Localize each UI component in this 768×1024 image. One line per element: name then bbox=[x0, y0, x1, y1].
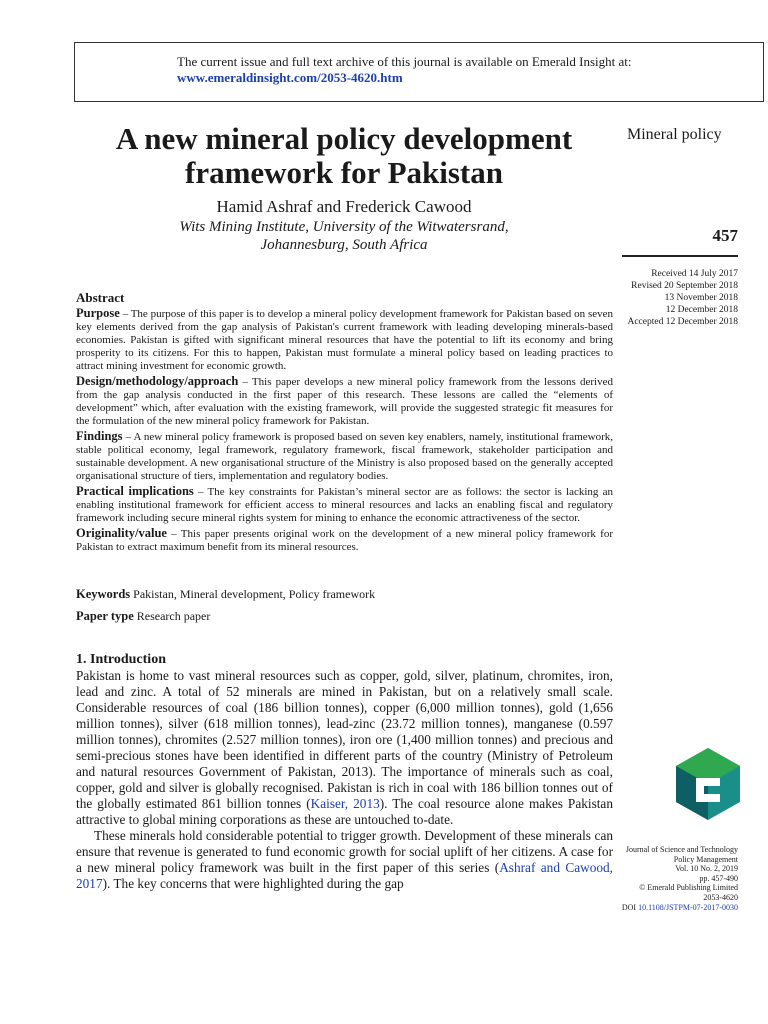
intro-paragraph-1 bbox=[76, 668, 613, 828]
practical-label: Practical implications bbox=[76, 484, 194, 498]
paper-type bbox=[76, 609, 210, 624]
originality-text: – This paper presents original work on the development of a new mineral policy framework for Pakistan to extract maximum benefit from its mineral resources. bbox=[76, 528, 613, 553]
doi-label: DOI bbox=[621, 902, 637, 912]
introduction-heading: 1. Introduction bbox=[76, 652, 166, 667]
notice-text: The current issue and full text archive of this journal is available on Emerald Insight at: bbox=[177, 54, 632, 69]
date-revised-3: 12 December 2018 bbox=[665, 305, 738, 315]
findings-text: – A new mineral policy framework is proposed based on seven key enablers, namely, institutional framework, stable political economy, legal framework, regulatory framework, fiscal framework, stakeholder participation and sustainable development. A new organisational structure of the Ministry is also proposed based on the generally accepted organisational structure of tiers, implementation and regulatory bodies. bbox=[76, 431, 613, 482]
practical-text: – The key constraints for Pakistan’s mineral sector are as follows: the sector is lacking an enabling institutional framework for efficient access to mineral resources and lacks an enabling fiscal and regulatory framework including secure mineral rights system for mining to enhance the economic attractiveness of the sector. bbox=[76, 486, 613, 524]
introduction-body bbox=[76, 668, 613, 892]
margin-divider bbox=[622, 255, 738, 257]
affiliation bbox=[74, 218, 614, 254]
date-accepted: Accepted 12 December 2018 bbox=[627, 317, 738, 327]
keywords bbox=[76, 587, 375, 602]
intro-p2-text-end: ). The key concerns that were highlighted during the gap bbox=[102, 876, 404, 891]
journal-volume: Vol. 10 No. 2, 2019 bbox=[675, 864, 738, 874]
journal-info bbox=[600, 845, 738, 912]
abstract-body bbox=[76, 307, 613, 556]
intro-p1-text: Pakistan is home to vast mineral resources such as copper, gold, silver, platinum, chromites, iron, lead and zinc. A total of 52 minerals are mined in Pakistan, but on a relatively small scale. Considerable resources of coal (186 billion tonnes), copper (6,000 million tonnes), gold (1,656 million tonnes), silver (618 million tonnes), lead-zinc (23.72 million tonnes), manganese (0.597 million tonnes), chromites (2.527 million tonnes), iron ore (1,400 million tonnes) and precious and semi-precious stones have been identified in different parts of the country (Ministry of Petroleum and natural resources Government of Pakistan, 2013). The importance of minerals such as coal, copper, gold and silver is globally recognised. Pakistan is rich in coal with 186 billion tonnes out of the globally estimated 861 billion tonnes ( bbox=[76, 668, 613, 811]
date-received: Received 14 July 2017 bbox=[651, 269, 738, 279]
purpose-text: – The purpose of this paper is to develop a mineral policy development framework for Pakistan based on seven key elements derived from the gap analysis of Pakistan's current framework with leading developing minerals-based economies. Pakistan is gifted with significant mineral resources that have the potential to lift its economy and bring prosperity to its citizens. For this to happen, Pakistan must formulate a mineral policy based on leading practices to attract mining investment for economic growth. bbox=[76, 308, 613, 372]
intro-paragraph-2 bbox=[76, 828, 613, 892]
journal-name-line-2: Policy Management bbox=[673, 854, 738, 864]
purpose-label: Purpose bbox=[76, 306, 120, 320]
date-revised: Revised 20 September 2018 bbox=[631, 281, 738, 291]
paper-type-text: Research paper bbox=[136, 609, 211, 623]
intro-p1-text-end: ). The coal resource alone makes Pakistan attractive to global mining corporations as these are untouched to-date. bbox=[76, 796, 613, 827]
citation-ashraf-cawood[interactable]: Ashraf and Cawood, 2017 bbox=[76, 860, 613, 891]
abstract-heading: Abstract bbox=[76, 290, 125, 305]
abstract-originality bbox=[76, 527, 613, 554]
article-title bbox=[74, 122, 614, 190]
submission-dates bbox=[600, 268, 738, 328]
journal-name-line-1: Journal of Science and Technology bbox=[625, 845, 738, 854]
title-line-2: framework for Pakistan bbox=[185, 155, 503, 190]
journal-url-link[interactable]: www.emeraldinsight.com/2053-4620.htm bbox=[177, 70, 403, 85]
doi-link[interactable]: 10.1108/JSTPM-07-2017-0030 bbox=[638, 902, 738, 912]
keywords-label: Keywords bbox=[76, 587, 131, 601]
affiliation-line-1: Wits Mining Institute, University of the Witwatersrand, bbox=[179, 219, 509, 235]
abstract-practical bbox=[76, 485, 613, 525]
publisher-logo-icon bbox=[676, 748, 740, 820]
abstract-purpose bbox=[76, 307, 613, 373]
citation-kaiser[interactable]: Kaiser, 2013 bbox=[310, 796, 380, 811]
originality-label: Originality/value bbox=[76, 526, 167, 540]
authors: Hamid Ashraf and Frederick Cawood bbox=[216, 197, 472, 216]
title-line-1: A new mineral policy development bbox=[115, 121, 573, 156]
abstract-design bbox=[76, 375, 613, 428]
design-text: – This paper develops a new mineral policy framework from the lessons derived from the gap analysis conducted in the first paper of this research. These lessons are called the “elements of development” which, after evaluation with the existing framework, will provide the suggested strategic fit measures for the formulation of the new mineral policy framework for Pakistan. bbox=[76, 376, 613, 427]
date-revised-2: 13 November 2018 bbox=[664, 293, 738, 303]
doi-line bbox=[600, 903, 738, 913]
keywords-text: Pakistan, Mineral development, Policy framework bbox=[133, 587, 376, 601]
affiliation-line-2: Johannesburg, South Africa bbox=[260, 237, 428, 253]
abstract-findings bbox=[76, 430, 613, 483]
running-head: Mineral policy bbox=[627, 126, 722, 143]
journal-publisher: © Emerald Publishing Limited bbox=[639, 883, 738, 893]
intro-p2-text: These minerals hold considerable potential to trigger growth. Development of these minerals can ensure that revenue is generated to fund economic growth for social uplift of her citizens. A case for a new mineral policy framework was built in the first paper of this series ( bbox=[76, 828, 613, 875]
paper-type-label: Paper type bbox=[76, 609, 134, 623]
findings-label: Findings bbox=[76, 429, 123, 443]
journal-pages: pp. 457-490 bbox=[699, 873, 738, 883]
page-number: 457 bbox=[712, 226, 738, 245]
journal-issn: 2053-4620 bbox=[703, 892, 738, 902]
design-label: Design/methodology/approach bbox=[76, 374, 239, 388]
